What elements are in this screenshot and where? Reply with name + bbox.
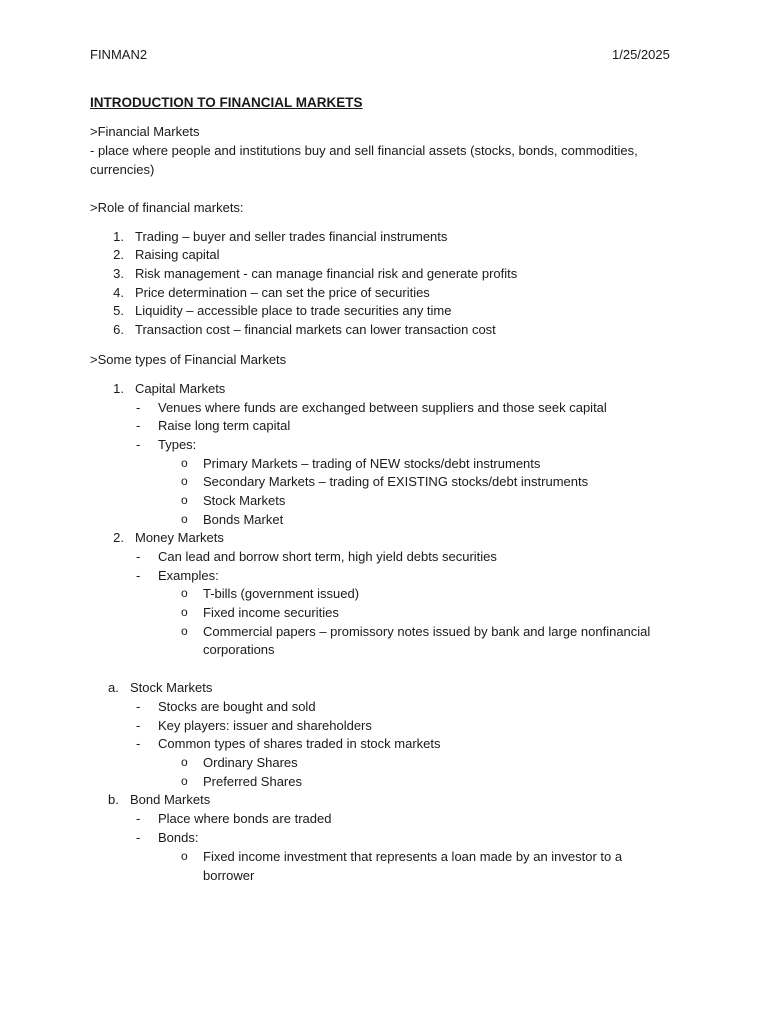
capital-market-subtype: Primary Markets – trading of NEW stocks/debt instruments xyxy=(203,456,541,471)
money-markets-number: 2. xyxy=(113,530,124,545)
bond-detail: Fixed income investment that represents a loan made by an investor to a xyxy=(203,849,623,864)
stock-markets-bullet: Key players: issuer and shareholders xyxy=(158,718,372,733)
document-title: INTRODUCTION TO FINANCIAL MARKETS xyxy=(90,95,363,110)
circle-bullet-marker: o xyxy=(181,624,188,638)
financial-markets-definition-line-1: - place where people and institutions buy and sell financial assets (stocks, bonds, commodities, xyxy=(90,143,638,158)
money-market-example-continued: corporations xyxy=(203,642,275,657)
stock-markets-letter: a. xyxy=(108,680,119,695)
bond-detail-continued: borrower xyxy=(203,868,255,883)
dash-marker: - xyxy=(136,418,141,433)
dash-marker: - xyxy=(136,400,141,415)
circle-bullet-marker: o xyxy=(181,493,188,507)
role-item-text: Trading – buyer and seller trades financial instruments xyxy=(135,229,448,244)
dash-marker: - xyxy=(136,437,141,452)
circle-bullet-marker: o xyxy=(181,774,188,788)
circle-bullet-marker: o xyxy=(181,605,188,619)
money-markets-label: Money Markets xyxy=(135,530,224,545)
dash-marker: - xyxy=(136,699,141,714)
dash-marker: - xyxy=(136,718,141,733)
capital-market-subtype: Secondary Markets – trading of EXISTING stocks/debt instruments xyxy=(203,474,589,489)
financial-markets-heading: >Financial Markets xyxy=(90,124,200,139)
role-item-text: Raising capital xyxy=(135,247,220,262)
role-item-number: 2. xyxy=(113,247,124,262)
share-type: Preferred Shares xyxy=(203,774,302,789)
circle-bullet-marker: o xyxy=(181,512,188,526)
circle-bullet-marker: o xyxy=(181,586,188,600)
capital-markets-number: 1. xyxy=(113,381,124,396)
role-item-text: Price determination – can set the price of securities xyxy=(135,285,430,300)
bond-markets-letter: b. xyxy=(108,792,119,807)
capital-market-subtype: Stock Markets xyxy=(203,493,286,508)
role-item-text: Liquidity – accessible place to trade securities any time xyxy=(135,303,452,318)
money-market-example: Commercial papers – promissory notes issued by bank and large nonfinancial xyxy=(203,624,651,639)
money-markets-bullet: Examples: xyxy=(158,568,219,583)
money-market-example: T-bills (government issued) xyxy=(203,586,360,601)
role-heading: >Role of financial markets: xyxy=(90,200,244,215)
stock-markets-bullet: Stocks are bought and sold xyxy=(158,699,316,714)
bond-markets-bullet: Bonds: xyxy=(158,830,199,845)
capital-markets-bullet: Types: xyxy=(158,437,197,452)
dash-marker: - xyxy=(136,811,141,826)
role-item-text: Risk management - can manage financial risk and generate profits xyxy=(135,266,518,281)
dash-marker: - xyxy=(136,568,141,583)
capital-markets-label: Capital Markets xyxy=(135,381,226,396)
capital-market-subtype: Bonds Market xyxy=(203,512,284,527)
money-markets-bullet: Can lead and borrow short term, high yield debts securities xyxy=(158,549,497,564)
header-date: 1/25/2025 xyxy=(612,47,670,62)
role-item-text: Transaction cost – financial markets can lower transaction cost xyxy=(135,322,496,337)
stock-markets-bullet: Common types of shares traded in stock markets xyxy=(158,736,441,751)
capital-markets-bullet: Raise long term capital xyxy=(158,418,291,433)
stock-markets-label: Stock Markets xyxy=(130,680,213,695)
bond-markets-bullet: Place where bonds are traded xyxy=(158,811,332,826)
types-heading: >Some types of Financial Markets xyxy=(90,352,287,367)
dash-marker: - xyxy=(136,736,141,751)
share-type: Ordinary Shares xyxy=(203,755,298,770)
role-item-number: 4. xyxy=(113,285,124,300)
financial-markets-definition-line-2: currencies) xyxy=(90,162,155,177)
role-item-number: 1. xyxy=(113,229,124,244)
role-item-number: 3. xyxy=(113,266,124,281)
circle-bullet-marker: o xyxy=(181,849,188,863)
role-item-number: 5. xyxy=(113,303,124,318)
circle-bullet-marker: o xyxy=(181,474,188,488)
capital-markets-bullet: Venues where funds are exchanged between suppliers and those seek capital xyxy=(158,400,607,415)
bond-markets-label: Bond Markets xyxy=(130,792,211,807)
money-market-example: Fixed income securities xyxy=(203,605,339,620)
dash-marker: - xyxy=(136,830,141,845)
circle-bullet-marker: o xyxy=(181,456,188,470)
circle-bullet-marker: o xyxy=(181,755,188,769)
header-course-code: FINMAN2 xyxy=(90,47,148,62)
dash-marker: - xyxy=(136,549,141,564)
role-item-number: 6. xyxy=(113,322,124,337)
